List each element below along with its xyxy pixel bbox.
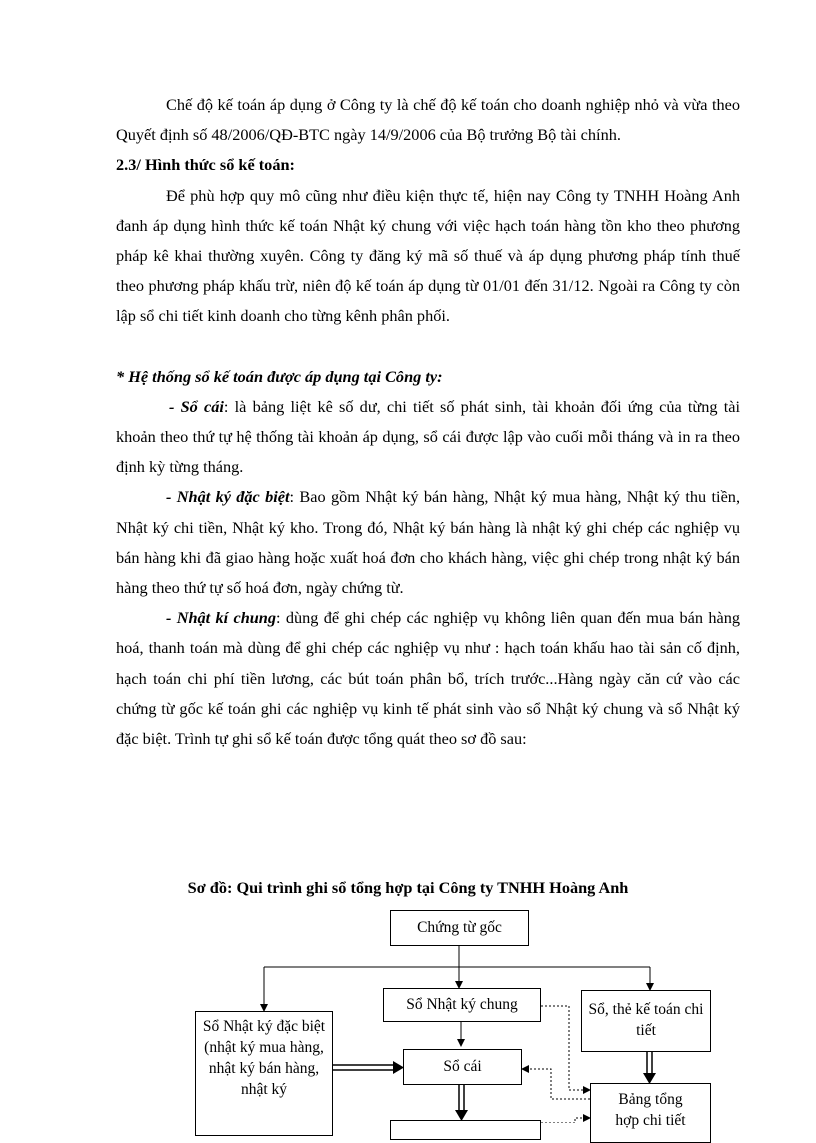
box-so-the-chi-tiet: Sổ, thẻ kế toán chi tiết: [581, 990, 711, 1052]
term-nhat-ky-dac-biet: - Nhật ký đặc biệt: [166, 487, 290, 507]
box-bang-tong-hop-chi-tiet: Bảng tổng hợp chi tiết: [590, 1083, 711, 1143]
paragraph-intro: Chế độ kế toán áp dụng ở Công ty là chế độ kế toán cho doanh nghiệp nhỏ và vừa theo Quyết định số 48/2006/QĐ-BTC ngày 14/9/2006 của Bộ trưởng Bộ tài chính.: [116, 95, 740, 145]
text-nhat-ky-chung: : dùng để ghi chép các nghiệp vụ không liên quan đến mua bán hàng hoá, thanh toán mà dùng để ghi chép các nghiệp vụ như : hạch toán khấu hao tài sản cố định, hạch toán chi phí tiền lương, các bút toán phân bổ, trích trước...Hàng ngày căn cứ vào các chứng từ gốc kế toán ghi các nghiệp vụ kinh tế phát sinh vào sổ Nhật ký chung và sổ Nhật ký đặc biệt. Trình tự ghi sổ kế toán được tổng quát theo sơ đồ sau:: [116, 608, 740, 749]
box-chung-tu-goc: Chứng từ gốc: [390, 910, 529, 946]
term-nhat-ky-chung: - Nhật kí chung: [166, 608, 277, 628]
subheading: * Hệ thống sổ kế toán được áp dụng tại Công ty:: [116, 366, 443, 386]
paragraph-form: Để phù hợp quy mô cũng như điều kiện thực tế, hiện nay Công ty TNHH Hoàng Anh đanh áp dụng hình thức kế toán Nhật ký chung với việc hạch toán hàng tồn kho theo phương pháp kê khai thường xuyên. Công ty đăng ký mã số thuế và áp dụng phương pháp tính thuế theo phương pháp khấu trừ, niên độ kế toán áp dụng từ 01/01 đến 31/12. Ngoài ra Công ty còn lập sổ chi tiết kinh doanh cho từng kênh phân phối.: [116, 185, 740, 326]
text-nhat-ky-dac-biet: : Bao gồm Nhật ký bán hàng, Nhật ký mua hàng, Nhật ký thu tiền, Nhật ký chi tiền, Nhật ký kho. Trong đó, Nhật ký bán hàng là nhật ký ghi chép các nghiệp vụ bán hàng khi đã giao hàng hoặc xuất hoá đơn cho khách hàng, việc ghi chép trong nhật ký bán hàng theo thứ tự số hoá đơn, ngày chứng từ.: [116, 487, 741, 598]
dotted-bang-to-so-cai: [522, 1069, 590, 1099]
dotted-bottom-to-bang: [541, 1118, 590, 1123]
section-heading: 2.3/ Hình thức sổ kế toán:: [116, 155, 295, 175]
box-so-nhat-ky-chung: Sổ Nhật ký chung: [383, 988, 541, 1022]
box-so-cai: Sổ cái: [403, 1049, 522, 1085]
term-so-cai: - Sổ cái: [169, 396, 224, 416]
box-bottom-partial: [390, 1120, 541, 1140]
text-so-cai: : là bảng liệt kê số dư, chi tiết số phát sinh, tài khoản đối ứng của từng tài khoản theo thứ tự hệ thống tài khoản áp dụng, sổ cái được lập vào cuối mỗi tháng và in ra theo định kỳ từng tháng.: [116, 396, 740, 477]
box-so-nhat-ky-dac-biet: Sổ Nhật ký đặc biệt (nhật ký mua hàng, nhật ký bán hàng, nhật ký: [195, 1011, 333, 1136]
diagram-title: Sơ đồ: Qui trình ghi sổ tổng hợp tại Công ty TNHH Hoàng Anh: [187, 878, 629, 897]
